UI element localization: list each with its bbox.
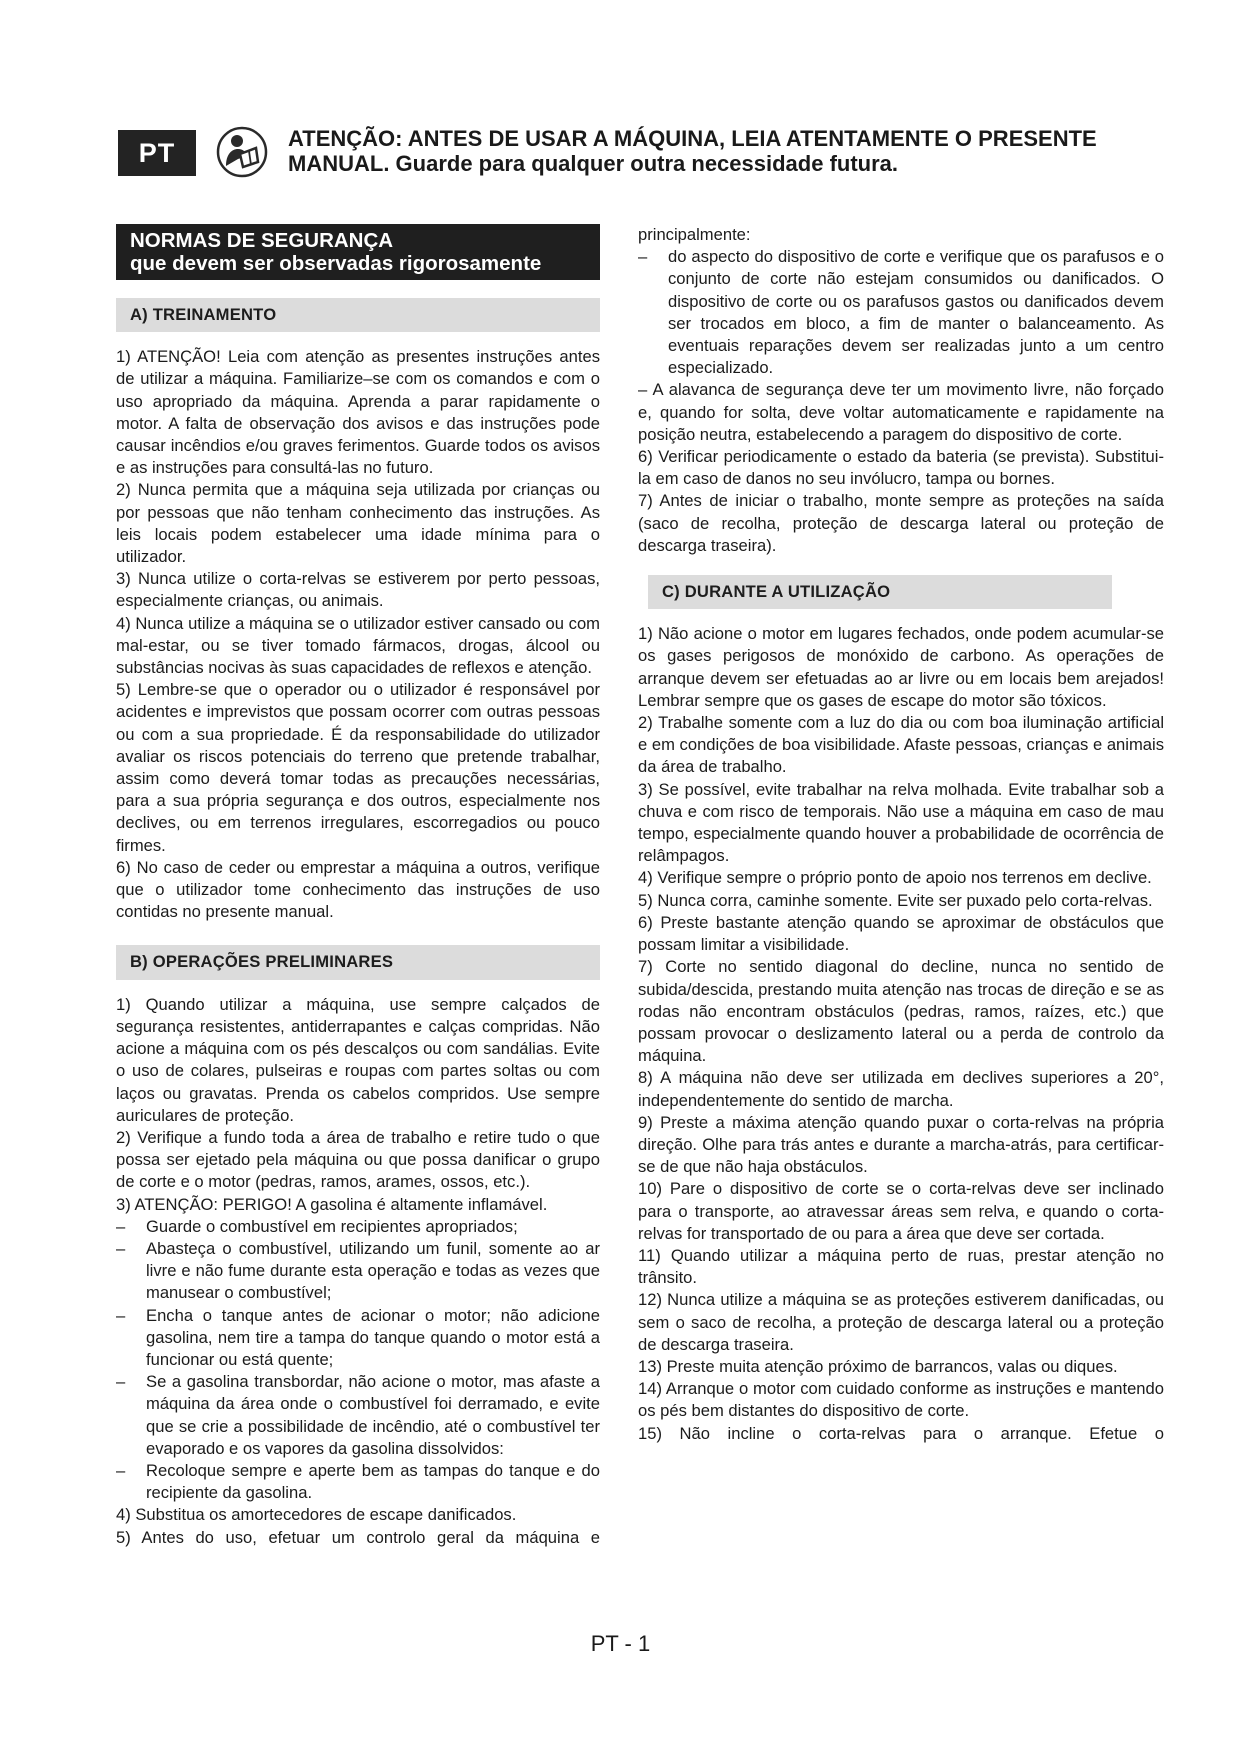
section-c-item-12: 12) Nunca utilize a máquina se as proteções estiverem danificadas, ou sem o saco de recolha, a proteção de descarga lateral ou a proteção de descarga traseira.	[638, 1290, 1164, 1354]
section-c-item-6: 6) Preste bastante atenção quando se aproximar de obstáculos que possam limitar a visibilidade.	[638, 912, 1164, 955]
safety-rules-title-line1: NORMAS DE SEGURANÇA	[130, 229, 394, 252]
section-a-item-1: 1) ATENÇÃO! Leia com atenção as presentes instruções antes de utilizar a máquina. Familiarize–se com os comandos e com o uso apropriado da máquina. Aprenda a parar rapidamente o motor. A falta de observação dos avisos e das instruções pode causar incêndios e/ou graves ferimentos. Guarde todos os avisos e as instruções para consultá-las no futuro.	[116, 347, 600, 478]
section-a-item-5: 5) Lembre-se que o operador ou o utilizador é responsável por acidentes e imprevistos que possam ocorrer com outras pessoas ou com a sua propriedade. É da responsabilidade do utilizador avaliar os riscos potenciais do terreno que pretende trabalhar, assim como deverá tomar todas as precauções necessárias, para a sua própria segurança e dos outros, especialmente nos declives, ou em terrenos irregulares, escorregadios ou pouco firmes.	[116, 680, 600, 855]
fuel-rule-4-text: Se a gasolina transbordar, não acione o motor, mas afaste a máquina da área onde o combustível foi derramado, e evite que se crie a possibilidade de incêndio, até o combustível ter evaporado e os vapores da gasolina dissolvidos:	[146, 1372, 600, 1458]
section-b-item-5-continued: principalmente:	[638, 225, 751, 244]
safety-rules-title	[116, 224, 600, 280]
check-rule-1-text: do aspecto do dispositivo de corte e verifique que os parafusos e o conjunto de corte não estejam consumidos ou danificados. O dispositivo de corte ou os parafusos gastos ou danificados devem ser trocados em bloco, a fim de manter o balanceamento. As eventuais reparações devem ser realizadas junto a um centro especializado.	[668, 247, 1164, 378]
fuel-rule-5-text: Recoloque sempre e aperte bem as tampas do tanque e do recipiente da gasolina.	[146, 1460, 600, 1503]
fuel-rule-5: – Recoloque sempre e aperte bem as tampas do tanque e do recipiente da gasolina.	[116, 1460, 600, 1504]
section-c-item-9: 9) Preste a máxima atenção quando puxar o corta-relvas na própria direção. Olhe para trás antes e durante a marcha-atrás, para certificar-se de que não haja obstáculos.	[638, 1112, 1164, 1177]
section-c-item-14: 14) Arranque o motor com cuidado conforme as instruções e mantendo os pés bem distantes do dispositivo de corte.	[638, 1379, 1164, 1421]
left-column	[116, 224, 600, 1549]
fuel-rule-1-text: Guarde o combustível em recipientes apropriados;	[146, 1216, 518, 1236]
section-c-item-4: 4) Verifique sempre o próprio ponto de apoio nos terrenos em declive.	[638, 868, 1152, 888]
section-a-item-4: 4) Nunca utilize a máquina se o utilizador estiver cansado ou com mal-estar, ou se tiver tomado fármacos, drogas, álcool ou substâncias nocivas às suas capacidades de reflexos e atenção.	[116, 613, 600, 678]
fuel-rule-3: – Encha o tanque antes de acionar o motor; não adicione gasolina, nem tire a tampa do tanque quando o motor está a funcionar ou está quente;	[116, 1305, 600, 1372]
section-b-item-6: 6) Verificar periodicamente o estado da bateria (se prevista). Substitui-la em caso de danos no seu invólucro, tampa ou bornes.	[638, 447, 1164, 489]
section-c-item-3: 3) Se possível, evite trabalhar na relva molhada. Evite trabalhar sob a chuva e com risco de temporais. Não use a máquina em caso de mau tempo, especialmente quando houver a probabilidade de ocorrência de relâmpagos.	[638, 779, 1164, 866]
section-b-item-5: 5) Antes do uso, efetuar um controlo geral da máquina e	[116, 1527, 600, 1547]
warning-line-1: ATENÇÃO: ANTES DE USAR A MÁQUINA, LEIA ATENTAMENTE O PRESENTE	[288, 126, 1097, 151]
section-c-item-8: 8) A máquina não deve ser utilizada em declives superiores a 20°, independentemente do sentido de marcha.	[638, 1068, 1164, 1110]
safety-rules-title-line2: que devem ser observadas rigorosamente	[130, 252, 542, 275]
fuel-rule-3-text: Encha o tanque antes de acionar o motor; não adicione gasolina, nem tire a tampa do tanque quando o motor está a funcionar ou está quente;	[146, 1305, 600, 1369]
language-badge: PT	[118, 130, 196, 176]
page-number: PT - 1	[590, 1631, 651, 1656]
section-b-item-4: 4) Substitua os amortecedores de escape danificados.	[116, 1505, 517, 1525]
section-c-heading: C) DURANTE A UTILIZAÇÃO	[648, 575, 1112, 609]
fuel-rule-2: – Abasteça o combustível, utilizando um funil, somente ao ar livre e não fume durante esta operação e todas as vezes que manusear o combustível;	[116, 1238, 600, 1305]
section-c-item-10: 10) Pare o dispositivo de corte se o corta-relvas deve ser inclinado para o transporte, ao atravessar áreas sem relva, e quando o corta-relvas for transportado de ou para a área que deve ser cortada.	[638, 1179, 1164, 1243]
section-a-item-2: 2) Nunca permita que a máquina seja utilizada por crianças ou por pessoas que não tenham conhecimento das instruções. As leis locais podem estabelecer uma idade mínima para o utilizador.	[116, 480, 600, 567]
warning-header	[288, 126, 1168, 176]
section-b-item-3: 3) ATENÇÃO: PERIGO! A gasolina é altamente inflamável.	[116, 1194, 548, 1214]
section-b-item-7: 7) Antes de iniciar o trabalho, monte sempre as proteções na saída (saco de recolha, proteção de descarga lateral ou proteção de descarga traseira).	[638, 491, 1164, 555]
section-b-heading: B) OPERAÇÕES PRELIMINARES	[116, 945, 600, 979]
read-manual-icon	[216, 126, 268, 178]
safety-lever-rule: – A alavanca de segurança deve ter um movimento livre, não forçado e, quando for solta, deve voltar automaticamente e rapidamente na posição neutra, estabelecendo a paragem do dispositivo de corte.	[638, 380, 1164, 444]
check-rule-1: – do aspecto do dispositivo de corte e verifique que os parafusos e o conjunto de corte não estejam consumidos ou danificados. O dispositivo de corte ou os parafusos gastos ou danificados devem ser trocados em bloco, a fim de manter o balanceamento. As eventuais reparações devem ser realizadas junto a um centro especializado.	[638, 246, 1164, 379]
section-c-item-7: 7) Corte no sentido diagonal do decline, nunca no sentido de subida/descida, prestando muita atenção nas trocas de direção e se as rodas não encontram obstáculos (pedras, ramos, raízes, etc.) que possam provocar o deslizamento lateral ou a perda de controlo da máquina.	[638, 957, 1164, 1066]
section-a-item-6: 6) No caso de ceder ou emprestar a máquina a outros, verifique que o utilizador tome conhecimento das instruções de uso contidas no presente manual.	[116, 857, 600, 922]
fuel-rule-2-text: Abasteça o combustível, utilizando um funil, somente ao ar livre e não fume durante esta operação e todas as vezes que manusear o combustível;	[146, 1238, 600, 1303]
section-c-item-2: 2) Trabalhe somente com a luz do dia ou com boa iluminação artificial e em condições de boa visibilidade. Afaste pessoas, crianças e animais da área de trabalho.	[638, 713, 1164, 777]
section-c-item-5: 5) Nunca corra, caminhe somente. Evite ser puxado pelo corta-relvas.	[638, 890, 1153, 910]
right-column	[638, 224, 1164, 1445]
section-b-item-1: 1) Quando utilizar a máquina, use sempre calçados de segurança resistentes, antiderrapantes e calças compridas. Não acione a máquina com os pés descalços ou com sandálias. Evite o uso de colares, pulseiras e roupas com partes soltas ou com laços ou gravatas. Prenda os cabelos compridos. Use sempre auriculares de proteção.	[116, 994, 600, 1125]
section-b-item-2: 2) Verifique a fundo toda a área de trabalho e retire tudo o que possa ser ejetado pela máquina ou que possa danificar o grupo de corte e o motor (pedras, ramos, arames, ossos, etc.).	[116, 1127, 600, 1192]
section-a-item-3: 3) Nunca utilize o corta-relvas se estiverem por perto pessoas, especialmente crianças, ou animais.	[116, 569, 600, 611]
section-c-item-1: 1) Não acione o motor em lugares fechados, onde podem acumular-se os gases perigosos de monóxido de carbono. As operações de arranque devem ser efetuadas ao ar livre ou em locais bem arejados! Lembrar sempre que os gases de escape do motor são tóxicos.	[638, 624, 1164, 710]
fuel-rule-4: – Se a gasolina transbordar, não acione o motor, mas afaste a máquina da área onde o combustível foi derramado, e evite que se crie a possibilidade de incêndio, até o combustível ter evaporado e os vapores da gasolina dissolvidos:	[116, 1371, 600, 1460]
section-c-item-11: 11) Quando utilizar a máquina perto de ruas, prestar atenção no trânsito.	[638, 1245, 1164, 1288]
fuel-rule-1: – Guarde o combustível em recipientes apropriados;	[116, 1216, 600, 1238]
section-a-heading: A) TREINAMENTO	[116, 298, 600, 332]
warning-line-2: MANUAL. Guarde para qualquer outra necessidade futura.	[288, 151, 899, 176]
section-c-item-13: 13) Preste muita atenção próximo de barrancos, valas ou diques.	[638, 1356, 1118, 1376]
section-c-item-15: 15) Não incline o corta-relvas para o arranque. Efetue o	[638, 1423, 1164, 1443]
